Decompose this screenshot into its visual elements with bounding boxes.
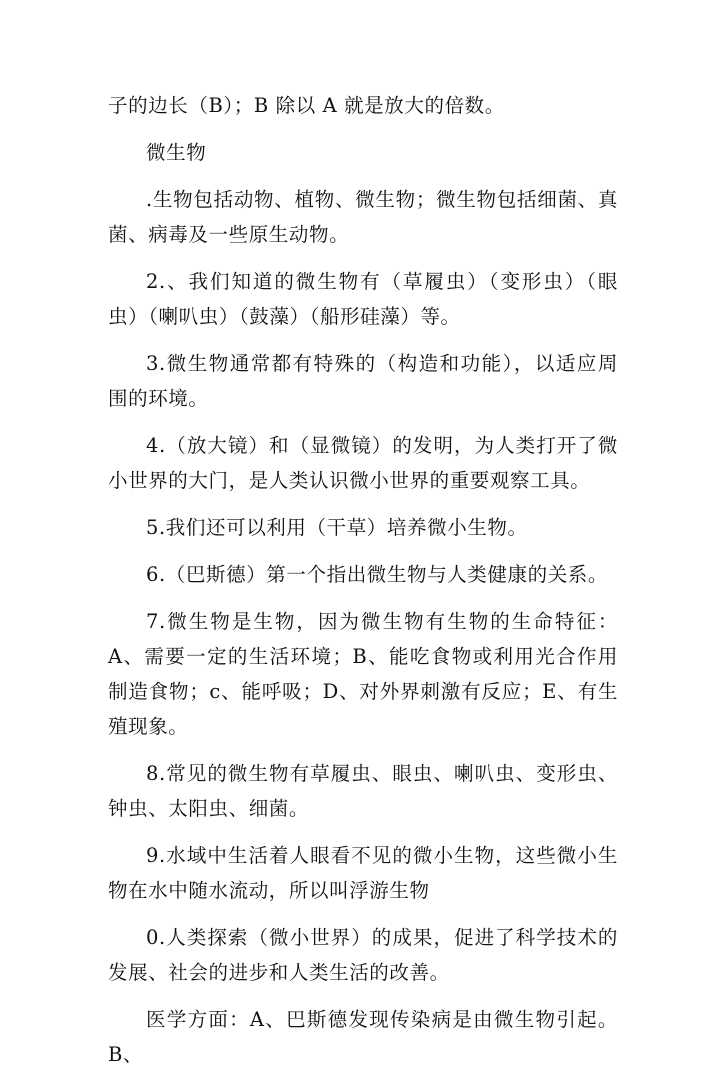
paragraph-item-5: 5.我们还可以利用（干草）培养微小生物。	[146, 516, 528, 539]
paragraph-continuation: 子的边长（B）；B 除以 A 就是放大的倍数。	[108, 94, 505, 117]
paragraph-item-10: 0.人类探索（微小世界）的成果，促进了科学技术的发展、社会的进步和人类生活的改善。	[108, 926, 618, 984]
document-body	[108, 88, 618, 1084]
paragraph-medicine: 医学方面：A、巴斯德发现传染病是由微生物引起。B、	[108, 1008, 618, 1066]
section-heading-microorganisms: 微生物	[146, 141, 207, 164]
paragraph-item-4: 4.（放大镜）和（显微镜）的发明，为人类打开了微小世界的大门，是人类认识微小世界的重要观察工具。	[108, 434, 618, 492]
paragraph-item-6: 6.（巴斯德）第一个指出微生物与人类健康的关系。	[146, 563, 609, 586]
paragraph-item-7: 7.微生物是生物，因为微生物有生物的生命特征：A、需要一定的生活环境；B、能吃食物或利用光合作用制造食物；c、能呼吸；D、对外界刺激有反应；E、有生殖现象。	[108, 610, 618, 738]
paragraph-item-8: 8.常见的微生物有草履虫、眼虫、喇叭虫、变形虫、钟虫、太阳虫、细菌。	[108, 762, 618, 820]
paragraph-item-2: 2.、我们知道的微生物有（草履虫）（变形虫）（眼虫）（喇叭虫）（鼓藻）（船形硅藻）等。	[108, 270, 618, 328]
paragraph-item-9: 9.水域中生活着人眼看不见的微小生物，这些微小生物在水中随水流动，所以叫浮游生物	[108, 844, 618, 902]
paragraph-item-1: .生物包括动物、植物、微生物；微生物包括细菌、真菌、病毒及一些原生动物。	[108, 188, 618, 246]
paragraph-item-3: 3.微生物通常都有特殊的（构造和功能），以适应周围的环境。	[108, 352, 618, 410]
